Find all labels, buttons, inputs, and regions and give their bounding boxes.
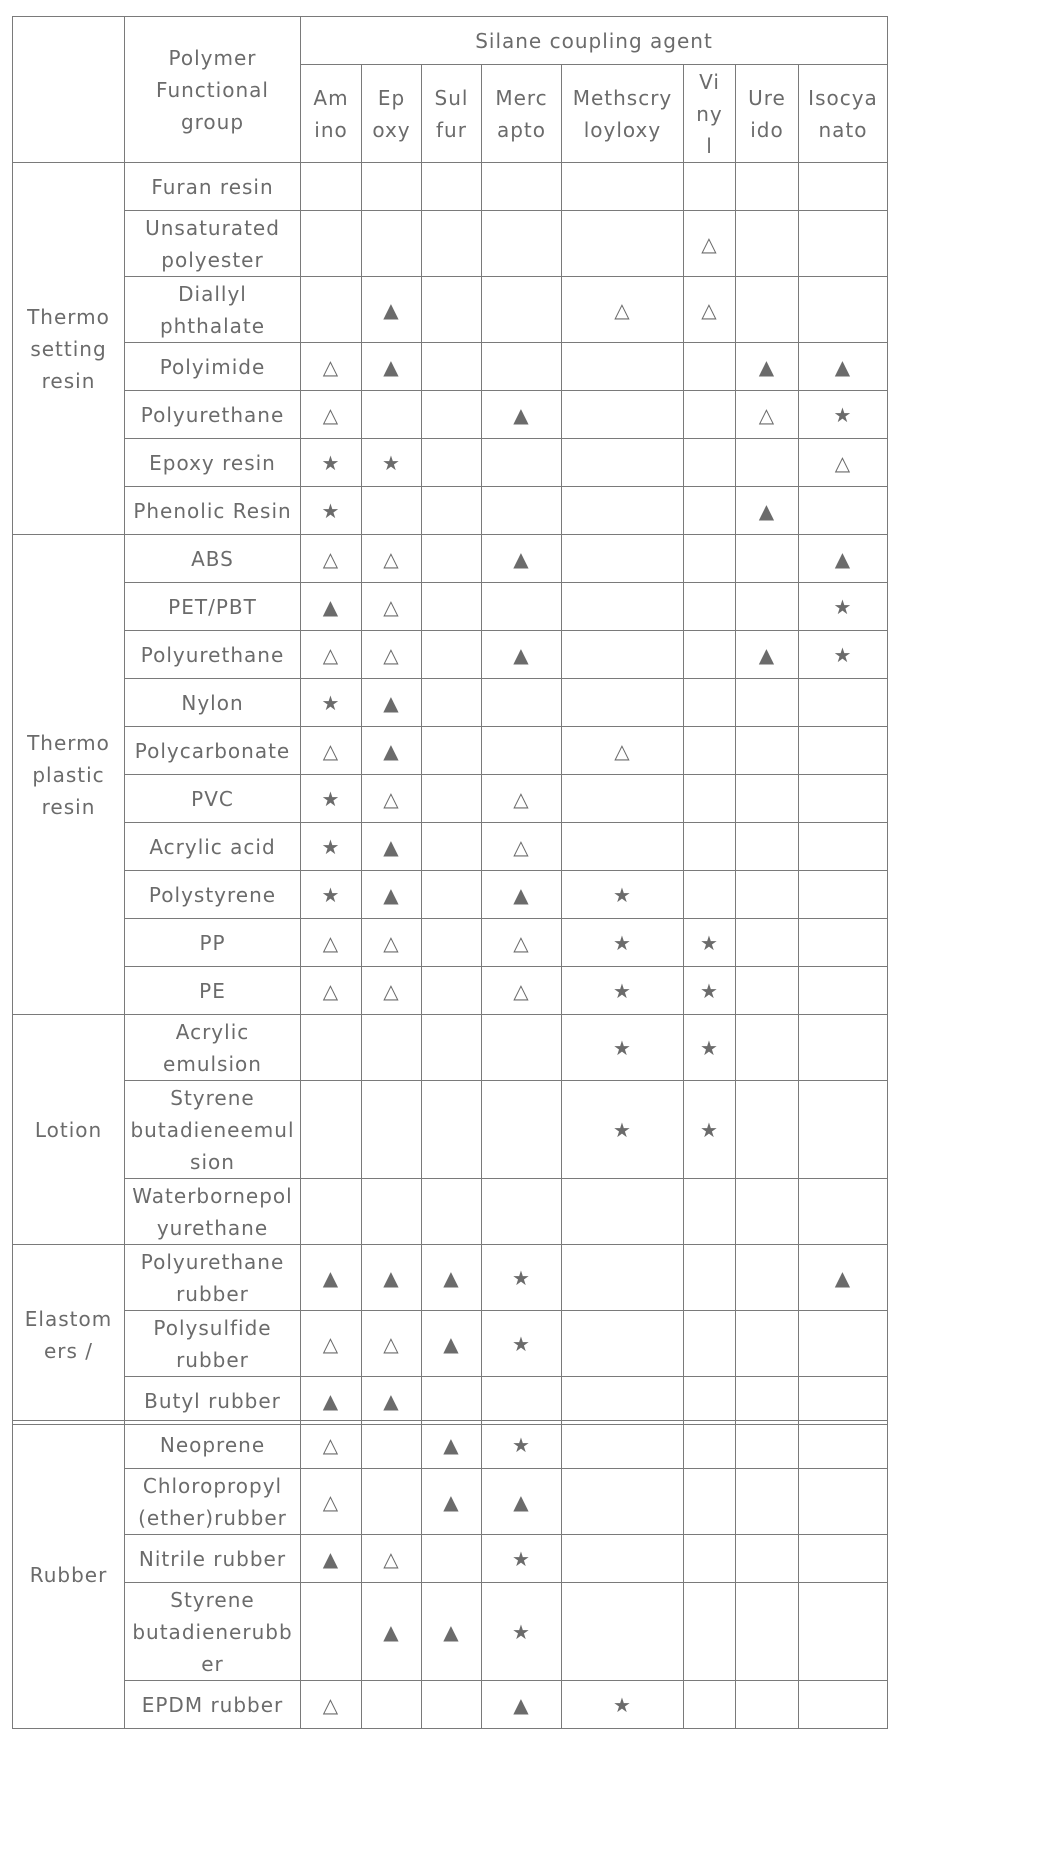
filled-triangle-icon: ▲ (301, 1245, 362, 1311)
empty-cell (362, 1179, 422, 1245)
filled-star-icon: ★ (301, 679, 362, 727)
outline-triangle-icon: △ (301, 919, 362, 967)
empty-cell (362, 163, 422, 211)
polymer-name: PE (125, 967, 301, 1015)
empty-cell (684, 1377, 736, 1425)
filled-triangle-icon: ▲ (362, 823, 422, 871)
empty-cell (482, 727, 562, 775)
empty-cell (562, 343, 684, 391)
empty-cell (684, 439, 736, 487)
empty-cell (736, 439, 799, 487)
filled-triangle-icon: ▲ (736, 631, 799, 679)
empty-cell (362, 1081, 422, 1179)
compatibility-table-main (12, 16, 888, 1425)
empty-cell (684, 391, 736, 439)
corner-cell (13, 17, 125, 163)
outline-triangle-icon: △ (301, 535, 362, 583)
empty-cell (422, 211, 482, 277)
filled-triangle-icon: ▲ (422, 1421, 482, 1469)
filled-star-icon: ★ (684, 967, 736, 1015)
empty-cell (736, 583, 799, 631)
empty-cell (684, 1535, 736, 1583)
outline-triangle-icon: △ (362, 1311, 422, 1377)
polymer-name: Polystyrene (125, 871, 301, 919)
empty-cell (562, 679, 684, 727)
table-row (13, 277, 888, 343)
outline-triangle-icon: △ (362, 535, 422, 583)
empty-cell (799, 1421, 888, 1469)
filled-triangle-icon: ▲ (362, 277, 422, 343)
empty-cell (736, 1311, 799, 1377)
filled-triangle-icon: ▲ (482, 1681, 562, 1729)
empty-cell (562, 583, 684, 631)
empty-cell (684, 163, 736, 211)
empty-cell (799, 1081, 888, 1179)
filled-triangle-icon: ▲ (482, 535, 562, 583)
empty-cell (799, 1179, 888, 1245)
table-row (13, 391, 888, 439)
outline-triangle-icon: △ (482, 775, 562, 823)
empty-cell (482, 1081, 562, 1179)
empty-cell (736, 1081, 799, 1179)
outline-triangle-icon: △ (301, 343, 362, 391)
filled-star-icon: ★ (301, 823, 362, 871)
empty-cell (736, 1583, 799, 1681)
empty-cell (562, 1535, 684, 1583)
agent-column-header: Methscry loyloxy (562, 65, 684, 163)
filled-star-icon: ★ (482, 1535, 562, 1583)
polymer-name: PP (125, 919, 301, 967)
filled-triangle-icon: ▲ (362, 679, 422, 727)
empty-cell (562, 1311, 684, 1377)
empty-cell (736, 1535, 799, 1583)
polymer-name: Butyl rubber (125, 1377, 301, 1425)
empty-cell (736, 1245, 799, 1311)
table-row (13, 1377, 888, 1425)
empty-cell (684, 775, 736, 823)
polymer-name: Neoprene (125, 1421, 301, 1469)
empty-cell (799, 1015, 888, 1081)
empty-cell (422, 535, 482, 583)
category-label: Thermo plastic resin (13, 535, 125, 1015)
empty-cell (736, 277, 799, 343)
filled-star-icon: ★ (301, 775, 362, 823)
empty-cell (799, 679, 888, 727)
table-row (13, 1469, 888, 1535)
filled-star-icon: ★ (482, 1583, 562, 1681)
empty-cell (482, 277, 562, 343)
filled-triangle-icon: ▲ (736, 487, 799, 535)
filled-star-icon: ★ (562, 919, 684, 967)
polymer-name: EPDM rubber (125, 1681, 301, 1729)
empty-cell (301, 1081, 362, 1179)
outline-triangle-icon: △ (362, 1535, 422, 1583)
table-row (13, 535, 888, 583)
empty-cell (362, 391, 422, 439)
empty-cell (362, 1681, 422, 1729)
filled-star-icon: ★ (301, 439, 362, 487)
empty-cell (799, 1583, 888, 1681)
outline-triangle-icon: △ (301, 967, 362, 1015)
table-row (13, 211, 888, 277)
filled-triangle-icon: ▲ (422, 1469, 482, 1535)
empty-cell (736, 1377, 799, 1425)
table-row (13, 1245, 888, 1311)
filled-triangle-icon: ▲ (362, 1583, 422, 1681)
filled-star-icon: ★ (301, 871, 362, 919)
table-row (13, 823, 888, 871)
category-label: Lotion (13, 1015, 125, 1245)
empty-cell (562, 211, 684, 277)
empty-cell (422, 343, 482, 391)
empty-cell (362, 487, 422, 535)
table-row (13, 1311, 888, 1377)
empty-cell (482, 163, 562, 211)
table-row (13, 679, 888, 727)
empty-cell (799, 919, 888, 967)
agent-column-header: Vi ny l (684, 65, 736, 163)
empty-cell (799, 1681, 888, 1729)
filled-triangle-icon: ▲ (422, 1311, 482, 1377)
outline-triangle-icon: △ (736, 391, 799, 439)
filled-triangle-icon: ▲ (482, 1469, 562, 1535)
polymer-name: Polyurethane rubber (125, 1245, 301, 1311)
outline-triangle-icon: △ (301, 1681, 362, 1729)
empty-cell (562, 1583, 684, 1681)
polymer-name: Nitrile rubber (125, 1535, 301, 1583)
agent-column-header: Ep oxy (362, 65, 422, 163)
empty-cell (422, 1377, 482, 1425)
compatibility-table-rubber (12, 1420, 888, 1729)
polymer-name: Unsaturated polyester (125, 211, 301, 277)
silane-coupling-agent-header: Silane coupling agent (301, 17, 888, 65)
filled-triangle-icon: ▲ (362, 343, 422, 391)
outline-triangle-icon: △ (362, 775, 422, 823)
table-row (13, 727, 888, 775)
empty-cell (562, 487, 684, 535)
empty-cell (562, 439, 684, 487)
filled-star-icon: ★ (799, 631, 888, 679)
filled-star-icon: ★ (482, 1421, 562, 1469)
empty-cell (736, 823, 799, 871)
empty-cell (684, 487, 736, 535)
filled-triangle-icon: ▲ (799, 535, 888, 583)
polymer-name: Polyurethane (125, 631, 301, 679)
empty-cell (736, 1421, 799, 1469)
filled-triangle-icon: ▲ (799, 1245, 888, 1311)
filled-star-icon: ★ (562, 1081, 684, 1179)
empty-cell (362, 1421, 422, 1469)
polymer-name: Polyimide (125, 343, 301, 391)
outline-triangle-icon: △ (301, 631, 362, 679)
empty-cell (422, 1179, 482, 1245)
empty-cell (482, 679, 562, 727)
empty-cell (422, 1015, 482, 1081)
empty-cell (562, 535, 684, 583)
filled-star-icon: ★ (362, 439, 422, 487)
table-row (13, 631, 888, 679)
empty-cell (684, 823, 736, 871)
empty-cell (562, 1179, 684, 1245)
empty-cell (422, 1681, 482, 1729)
empty-cell (362, 1469, 422, 1535)
outline-triangle-icon: △ (301, 1469, 362, 1535)
empty-cell (736, 211, 799, 277)
empty-cell (562, 1377, 684, 1425)
empty-cell (799, 1311, 888, 1377)
table-row (13, 1535, 888, 1583)
filled-star-icon: ★ (562, 1015, 684, 1081)
agent-column-header: Merc apto (482, 65, 562, 163)
polymer-name: Epoxy resin (125, 439, 301, 487)
filled-star-icon: ★ (799, 583, 888, 631)
empty-cell (799, 727, 888, 775)
empty-cell (736, 163, 799, 211)
agent-column-header: Sul fur (422, 65, 482, 163)
empty-cell (799, 775, 888, 823)
filled-star-icon: ★ (482, 1311, 562, 1377)
filled-triangle-icon: ▲ (301, 1535, 362, 1583)
table-row (13, 163, 888, 211)
filled-triangle-icon: ▲ (301, 1377, 362, 1425)
empty-cell (799, 1469, 888, 1535)
table-row (13, 919, 888, 967)
empty-cell (562, 1245, 684, 1311)
empty-cell (422, 487, 482, 535)
empty-cell (562, 163, 684, 211)
category-label: Elastom ers / (13, 1245, 125, 1425)
table-row (13, 1421, 888, 1469)
empty-cell (799, 1535, 888, 1583)
filled-triangle-icon: ▲ (301, 583, 362, 631)
empty-cell (482, 439, 562, 487)
filled-triangle-icon: ▲ (482, 391, 562, 439)
polymer-name: Polycarbonate (125, 727, 301, 775)
empty-cell (799, 871, 888, 919)
outline-triangle-icon: △ (482, 967, 562, 1015)
empty-cell (482, 487, 562, 535)
outline-triangle-icon: △ (562, 277, 684, 343)
empty-cell (422, 163, 482, 211)
empty-cell (736, 535, 799, 583)
table-row (13, 439, 888, 487)
empty-cell (736, 967, 799, 1015)
empty-cell (684, 1469, 736, 1535)
filled-star-icon: ★ (562, 1681, 684, 1729)
filled-star-icon: ★ (562, 871, 684, 919)
table-row (13, 775, 888, 823)
polymer-name: Acrylic emulsion (125, 1015, 301, 1081)
filled-triangle-icon: ▲ (736, 343, 799, 391)
filled-triangle-icon: ▲ (362, 727, 422, 775)
filled-triangle-icon: ▲ (482, 631, 562, 679)
empty-cell (684, 343, 736, 391)
empty-cell (422, 775, 482, 823)
empty-cell (422, 967, 482, 1015)
filled-triangle-icon: ▲ (422, 1583, 482, 1681)
empty-cell (562, 1469, 684, 1535)
polymer-name: Furan resin (125, 163, 301, 211)
empty-cell (799, 211, 888, 277)
outline-triangle-icon: △ (362, 967, 422, 1015)
empty-cell (301, 277, 362, 343)
empty-cell (422, 583, 482, 631)
agent-column-header: Ure ido (736, 65, 799, 163)
polymer-group-header: Polymer Functional group (125, 17, 301, 163)
filled-star-icon: ★ (799, 391, 888, 439)
table-row (13, 1179, 888, 1245)
empty-cell (736, 1469, 799, 1535)
empty-cell (422, 1081, 482, 1179)
empty-cell (482, 1015, 562, 1081)
filled-star-icon: ★ (684, 919, 736, 967)
table-row (13, 1015, 888, 1081)
filled-triangle-icon: ▲ (799, 343, 888, 391)
polymer-name: Waterbornepol yurethane (125, 1179, 301, 1245)
outline-triangle-icon: △ (301, 727, 362, 775)
outline-triangle-icon: △ (362, 583, 422, 631)
empty-cell (736, 679, 799, 727)
empty-cell (684, 871, 736, 919)
empty-cell (684, 679, 736, 727)
category-label: Thermo setting resin (13, 163, 125, 535)
empty-cell (736, 727, 799, 775)
empty-cell (684, 631, 736, 679)
empty-cell (562, 1421, 684, 1469)
polymer-name: Polysulfide rubber (125, 1311, 301, 1377)
category-label: Rubber (13, 1421, 125, 1729)
outline-triangle-icon: △ (684, 277, 736, 343)
empty-cell (684, 1583, 736, 1681)
polymer-name: PVC (125, 775, 301, 823)
empty-cell (684, 727, 736, 775)
empty-cell (422, 871, 482, 919)
empty-cell (301, 1583, 362, 1681)
empty-cell (482, 583, 562, 631)
filled-triangle-icon: ▲ (422, 1245, 482, 1311)
empty-cell (684, 1245, 736, 1311)
filled-star-icon: ★ (684, 1015, 736, 1081)
table-row (13, 871, 888, 919)
header-row (13, 17, 888, 65)
empty-cell (422, 679, 482, 727)
table-row (13, 583, 888, 631)
empty-cell (799, 967, 888, 1015)
empty-cell (422, 439, 482, 487)
empty-cell (422, 823, 482, 871)
empty-cell (422, 391, 482, 439)
table-row (13, 1583, 888, 1681)
empty-cell (562, 775, 684, 823)
empty-cell (799, 1377, 888, 1425)
empty-cell (301, 1179, 362, 1245)
empty-cell (684, 583, 736, 631)
table-row (13, 1681, 888, 1729)
empty-cell (736, 775, 799, 823)
empty-cell (799, 487, 888, 535)
filled-triangle-icon: ▲ (362, 871, 422, 919)
empty-cell (482, 211, 562, 277)
filled-star-icon: ★ (562, 967, 684, 1015)
polymer-name: ABS (125, 535, 301, 583)
empty-cell (422, 277, 482, 343)
empty-cell (482, 1179, 562, 1245)
empty-cell (799, 277, 888, 343)
empty-cell (736, 1681, 799, 1729)
polymer-name: Nylon (125, 679, 301, 727)
empty-cell (684, 1311, 736, 1377)
agent-column-header: Am ino (301, 65, 362, 163)
empty-cell (684, 535, 736, 583)
empty-cell (301, 211, 362, 277)
outline-triangle-icon: △ (301, 391, 362, 439)
outline-triangle-icon: △ (562, 727, 684, 775)
empty-cell (736, 1179, 799, 1245)
empty-cell (684, 1681, 736, 1729)
empty-cell (562, 823, 684, 871)
polymer-name: Polyurethane (125, 391, 301, 439)
filled-star-icon: ★ (684, 1081, 736, 1179)
outline-triangle-icon: △ (362, 919, 422, 967)
table-row (13, 343, 888, 391)
empty-cell (684, 1421, 736, 1469)
outline-triangle-icon: △ (362, 631, 422, 679)
filled-triangle-icon: ▲ (362, 1245, 422, 1311)
filled-star-icon: ★ (482, 1245, 562, 1311)
empty-cell (362, 1015, 422, 1081)
outline-triangle-icon: △ (482, 919, 562, 967)
empty-cell (736, 1015, 799, 1081)
empty-cell (736, 871, 799, 919)
outline-triangle-icon: △ (482, 823, 562, 871)
filled-star-icon: ★ (301, 487, 362, 535)
empty-cell (422, 1535, 482, 1583)
empty-cell (562, 631, 684, 679)
table-row (13, 967, 888, 1015)
empty-cell (482, 343, 562, 391)
polymer-name: Styrene butadieneemul sion (125, 1081, 301, 1179)
empty-cell (422, 919, 482, 967)
polymer-name: Phenolic Resin (125, 487, 301, 535)
outline-triangle-icon: △ (684, 211, 736, 277)
empty-cell (422, 727, 482, 775)
table-row (13, 487, 888, 535)
agent-column-header: Isocya nato (799, 65, 888, 163)
empty-cell (799, 823, 888, 871)
empty-cell (799, 163, 888, 211)
table-row (13, 1081, 888, 1179)
empty-cell (422, 631, 482, 679)
empty-cell (301, 163, 362, 211)
empty-cell (736, 919, 799, 967)
polymer-name: Acrylic acid (125, 823, 301, 871)
empty-cell (684, 1179, 736, 1245)
polymer-name: PET/PBT (125, 583, 301, 631)
outline-triangle-icon: △ (799, 439, 888, 487)
outline-triangle-icon: △ (301, 1421, 362, 1469)
filled-triangle-icon: ▲ (362, 1377, 422, 1425)
empty-cell (482, 1377, 562, 1425)
empty-cell (301, 1015, 362, 1081)
polymer-name: Styrene butadienerubb er (125, 1583, 301, 1681)
polymer-name: Diallyl phthalate (125, 277, 301, 343)
empty-cell (362, 211, 422, 277)
empty-cell (562, 391, 684, 439)
filled-triangle-icon: ▲ (482, 871, 562, 919)
outline-triangle-icon: △ (301, 1311, 362, 1377)
polymer-name: Chloropropyl (ether)rubber (125, 1469, 301, 1535)
